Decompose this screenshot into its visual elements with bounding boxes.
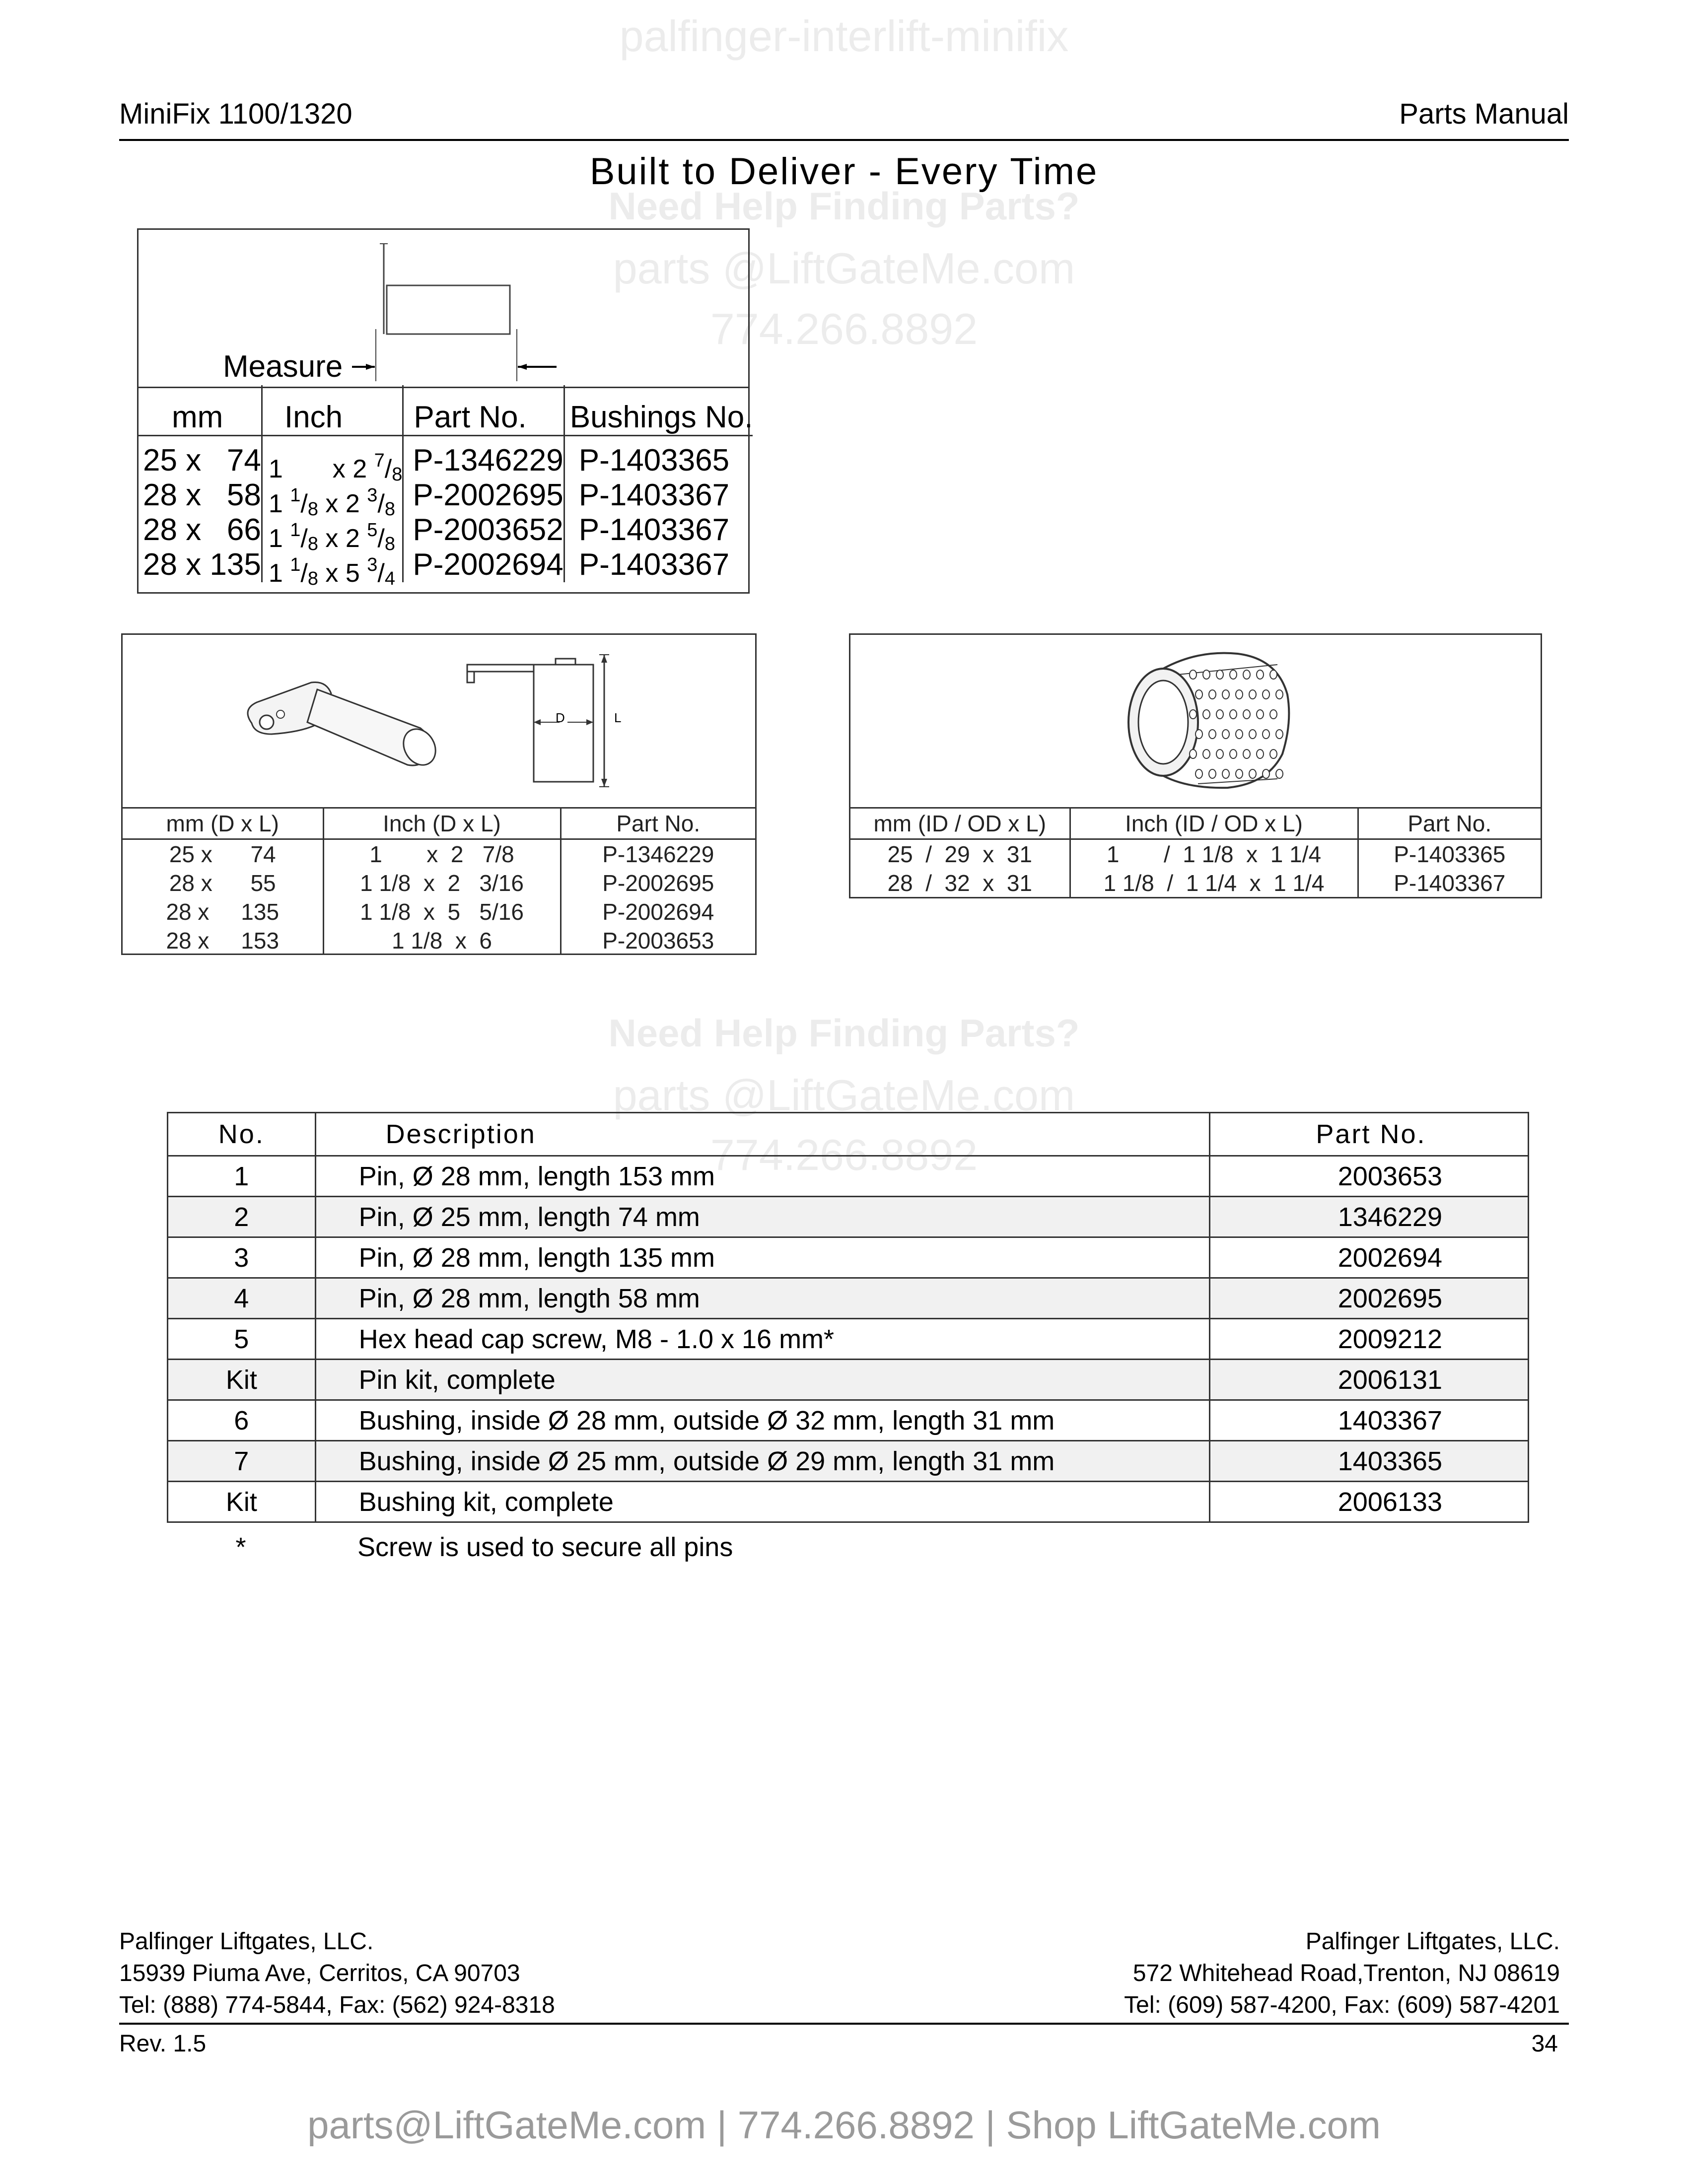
footer-company: Palfinger Liftgates, LLC. [119, 1928, 374, 1955]
bushing-hole [1230, 750, 1237, 758]
page-number: 34 [1531, 2031, 1558, 2057]
col-header-part-no: Part No. [1210, 1113, 1529, 1156]
bushing-hole [1263, 769, 1269, 778]
table-cell: 28 x 135 [143, 547, 261, 582]
table-row: 28 x 135 1 1/8 x 5 5/16 P-2002694 [123, 897, 755, 926]
table-row: 28 / 32 x 31 1 1/8 / 1 1/4 x 1 1/4 P-1403367 [850, 869, 1541, 897]
table-cell: 1 $^1/_8$ x 5 $^3/_4$ [268, 554, 395, 589]
header-rule [119, 139, 1569, 141]
bushing-hole [1249, 769, 1256, 778]
footer-address-east [1124, 1926, 1560, 2021]
page-title: Built to Deliver - Every Time [589, 150, 1099, 193]
table-row: Kit Pin kit, complete 2006131 [168, 1360, 1529, 1400]
bushing-hole [1276, 730, 1283, 739]
table-cell: 1 $^1/_8$ x 2 $^3/_8$ [268, 485, 395, 520]
table-cell: 1 x 2 $^7/_8$ [268, 450, 403, 485]
bushing-hole [1236, 690, 1243, 699]
table-row: 25 x 74 1 x 2 7/8 P-1346229 [123, 839, 755, 869]
table-cell: P-2002694 [413, 547, 563, 582]
table-cell: P-2002695 [413, 478, 563, 512]
bushing-hole [1216, 670, 1223, 679]
bushing-hole [1196, 730, 1202, 739]
header-manual: Parts Manual [1399, 98, 1569, 130]
bushing-hole [1196, 690, 1202, 699]
table-cell: 28 x 58 [143, 478, 261, 512]
bushing-hole [1263, 690, 1269, 699]
bushing-hole [1249, 730, 1256, 739]
bushing-hole [1263, 730, 1269, 739]
bushing-hole [1257, 750, 1264, 758]
header-model: MiniFix 1100/1320 [119, 98, 352, 130]
watermark-phone-2: 774.266.8892 [710, 1130, 978, 1179]
measure-label: Measure [223, 349, 343, 384]
footer-address-west [119, 1926, 555, 2021]
table-cell: P-1346229 [413, 443, 563, 478]
bushing-hole [1209, 769, 1216, 778]
col-header-inch-dl: Inch (D x L) [323, 808, 561, 839]
col-header-part-no: Part No. [1358, 808, 1541, 839]
col-header-mm-dl: mm (D x L) [123, 808, 323, 839]
table-row: 1 Pin, Ø 28 mm, length 153 mm 2003653 [168, 1156, 1529, 1197]
bushing-hole [1209, 690, 1216, 699]
parts-list-table [167, 1112, 1529, 1523]
watermark-heading: Need Help Finding Parts? [608, 184, 1080, 228]
footer-phone: Tel: (609) 587-4200, Fax: (609) 587-4201 [1124, 1992, 1560, 2018]
footer-street: 572 Whitehead Road,Trenton, NJ 08619 [1132, 1960, 1560, 1986]
bushing-hole [1270, 710, 1277, 719]
bushing-hole [1196, 769, 1202, 778]
col-header-bushings-no: Bushings No. [564, 385, 753, 436]
col-header-no: No. [168, 1113, 316, 1156]
contact-line: parts@LiftGateMe.com | 774.266.8892 | Shop LiftGateMe.com [307, 2103, 1381, 2147]
bushing-hole [1216, 710, 1223, 719]
bushing-hole [1243, 710, 1250, 719]
footer-company: Palfinger Liftgates, LLC. [1305, 1928, 1560, 1955]
diagram-label-l: L [614, 710, 622, 725]
bushing-table [850, 807, 1541, 897]
footer-phone: Tel: (888) 774-5844, Fax: (562) 924-8318 [119, 1992, 555, 2018]
table-cell: P-1403365 [578, 443, 730, 478]
bushing-hole [1209, 730, 1216, 739]
bushing-hole [1222, 690, 1229, 699]
bushing-hole [1243, 750, 1250, 758]
table-row: 4 Pin, Ø 28 mm, length 58 mm 2002695 [168, 1278, 1529, 1319]
bushing-hole [1257, 710, 1264, 719]
bushing-hole [1243, 670, 1250, 679]
col-header-inch-id-od: Inch (ID / OD x L) [1070, 808, 1358, 839]
bushing-hole [1270, 750, 1277, 758]
bushing-hole [1203, 750, 1210, 758]
bushing-hole [1222, 769, 1229, 778]
watermark-email-2: parts @LiftGateMe.com [613, 1071, 1075, 1120]
table-cell: P-1403367 [578, 478, 730, 512]
bushing-hole [1249, 690, 1256, 699]
col-header-mm-id-od: mm (ID / OD x L) [850, 808, 1070, 839]
bushing-hole [1276, 690, 1283, 699]
table-row: 5 Hex head cap screw, M8 - 1.0 x 16 mm* 2009212 [168, 1319, 1529, 1360]
table-row: 28 x 153 1 1/8 x 6 P-2003653 [123, 926, 755, 955]
bushing-hole [1270, 670, 1277, 679]
revision: Rev. 1.5 [119, 2031, 207, 2057]
bushing-hole [1230, 710, 1237, 719]
bushing-hole [1222, 730, 1229, 739]
diagram-label-d: D [556, 710, 565, 725]
bushing-hole [1230, 670, 1237, 679]
col-header-inch: Inch [262, 385, 403, 436]
bushing-hole [1276, 769, 1283, 778]
bushing-hole [1203, 710, 1210, 719]
bushing-hole [1257, 670, 1264, 679]
watermark-email: parts @LiftGateMe.com [613, 244, 1075, 293]
pin-drawing [123, 635, 755, 809]
table-cell: 28 x 66 [143, 513, 261, 547]
bushing-hole [1190, 670, 1196, 679]
table-row: 6 Bushing, inside Ø 28 mm, outside Ø 32 mm, length 31 mm 1403367 [168, 1400, 1529, 1441]
bushing-hole [1236, 769, 1243, 778]
bushing-hole [1190, 710, 1196, 719]
footnote-text: Screw is used to secure all pins [357, 1532, 733, 1562]
pin-table-left [123, 807, 755, 955]
col-header-part-no: Part No. [403, 385, 564, 436]
table-row: 28 x 55 1 1/8 x 2 3/16 P-2002695 [123, 869, 755, 897]
bushing-hole [1190, 750, 1196, 758]
table-cell: P-1403367 [578, 513, 730, 547]
watermark-heading-2: Need Help Finding Parts? [608, 1011, 1080, 1055]
table-row: Kit Bushing kit, complete 2006133 [168, 1482, 1529, 1522]
table-cell: P-2003652 [413, 513, 563, 547]
pin-table-top [137, 385, 753, 589]
table-row: 25 / 29 x 31 1 / 1 1/8 x 1 1/4 P-1403365 [850, 839, 1541, 869]
watermark-top: palfinger-interlift-minifix [619, 11, 1069, 61]
col-header-part-no: Part No. [561, 808, 755, 839]
bushing-hole [1236, 730, 1243, 739]
col-header-description: Description [315, 1113, 1210, 1156]
table-cell: 25 x 74 [143, 443, 261, 478]
table-row: 2 Pin, Ø 25 mm, length 74 mm 1346229 [168, 1197, 1529, 1237]
footnote-mark: * [235, 1532, 246, 1562]
bushing-hole [1216, 750, 1223, 758]
col-header-mm: mm [137, 385, 262, 436]
bushing-drawing [850, 635, 1541, 809]
footer-rule [119, 2023, 1569, 2025]
table-cell: 1 $^1/_8$ x 2 $^5/_8$ [268, 520, 395, 554]
table-row: 3 Pin, Ø 28 mm, length 135 mm 2002694 [168, 1237, 1529, 1278]
watermark-phone: 774.266.8892 [710, 304, 978, 353]
footer-street: 15939 Piuma Ave, Cerritos, CA 90703 [119, 1960, 520, 1986]
table-row: 7 Bushing, inside Ø 25 mm, outside Ø 29 mm, length 31 mm 1403365 [168, 1441, 1529, 1482]
table-cell: P-1403367 [578, 547, 730, 582]
bushing-hole [1203, 670, 1210, 679]
